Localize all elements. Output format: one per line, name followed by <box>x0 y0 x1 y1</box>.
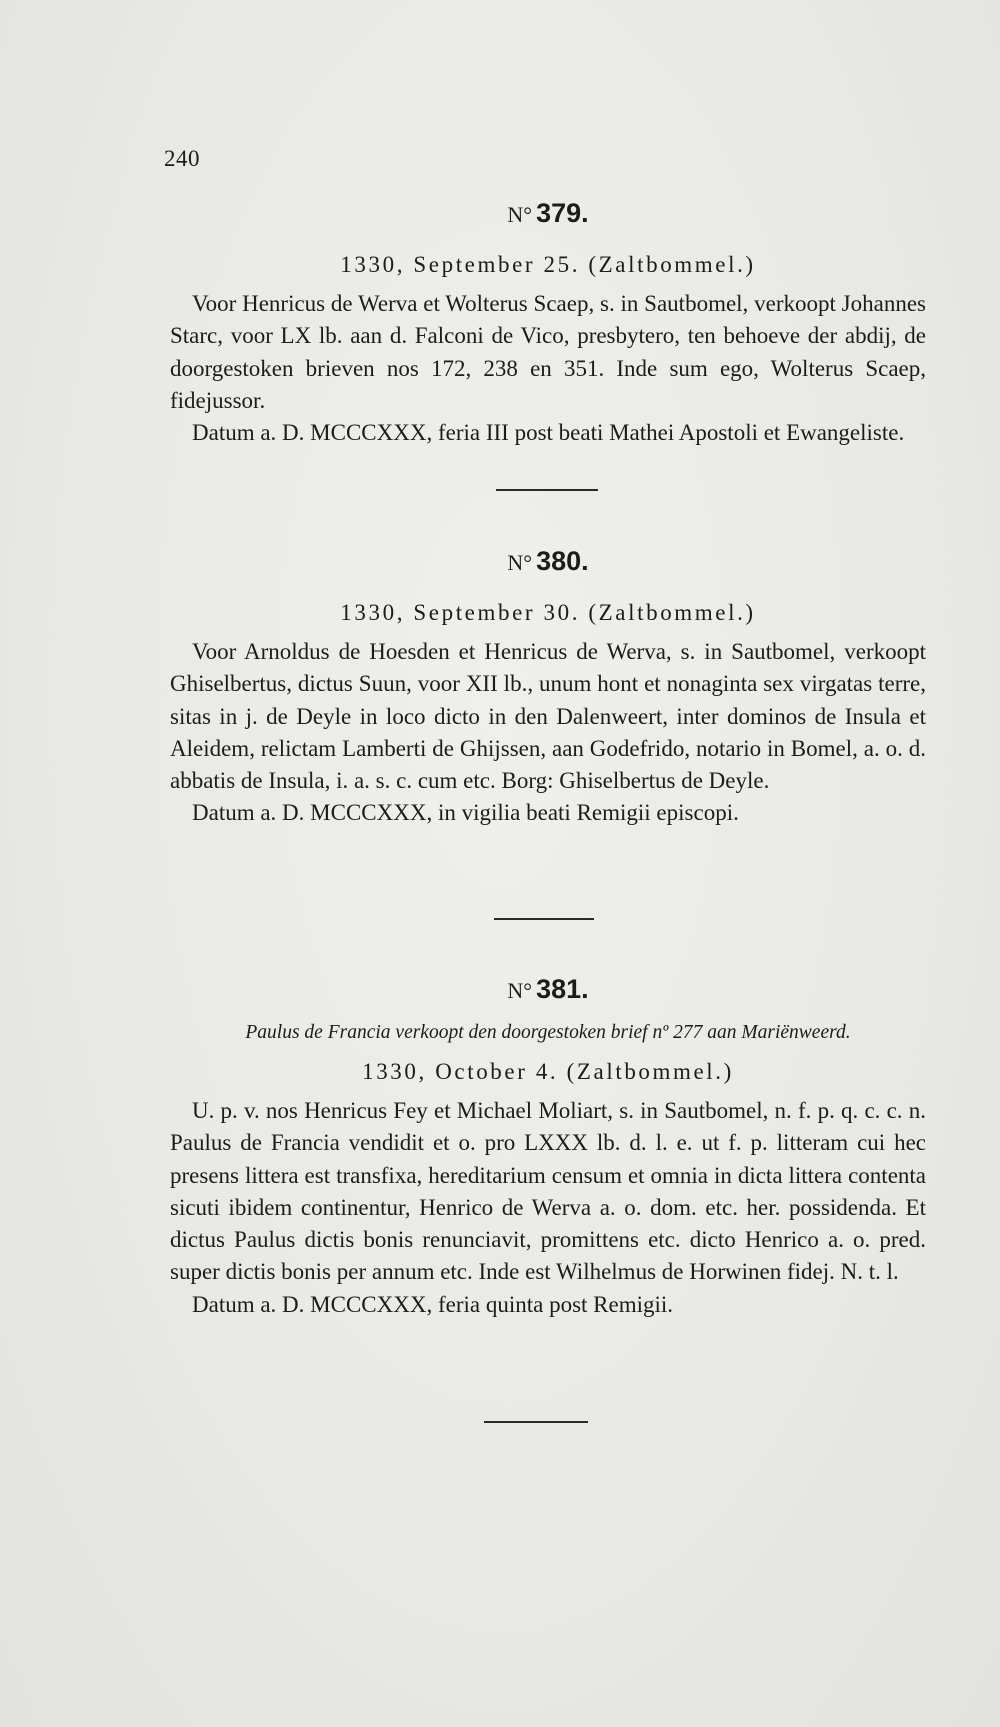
entry-heading <box>170 548 926 575</box>
entry-381 <box>170 976 926 1321</box>
entry-paragraph: U. p. v. nos Henricus Fey et Michael Moliart, s. in Sautbomel, n. f. p. q. c. c. n. Paulus de Francia vendidit et o. pro LXXX lb. d. l. e. ut f. p. litteram cui hec presens littera est transfixa, hereditarium censum et omnia in dicta littera contenta sicuti ibidem continentur, Henrico de Werva a. o. dom. etc. her. possidenda. Et dictus Paulus dictis bonis renunciavit, promittens etc. dicto Henrico a. o. pred. super dictis bonis per annum etc. Inde est Wilhelmus de Horwinen fidej. N. t. l. <box>170 1098 926 1285</box>
entry-date: 1330, October 4. (Zaltbommel.) <box>362 1059 734 1084</box>
entry-379 <box>170 200 926 449</box>
entry-summary: Paulus de Francia verkoopt den doorgestoken brief nº 277 aan Mariënweerd. <box>245 1022 851 1043</box>
entry-number: 381. <box>536 974 589 1004</box>
section-divider <box>496 489 598 491</box>
entry-date: 1330, September 30. (Zaltbommel.) <box>340 600 756 625</box>
section-divider <box>484 1421 588 1423</box>
entry-heading <box>170 976 926 1003</box>
entry-paragraph: Voor Arnoldus de Hoesden et Henricus de Werva, s. in Sautbomel, verkoopt Ghiselbertus, dictus Suun, voor XII lb., unum hont et nonaginta sex virgatas terre, sitas in j. de Deyle in loco dicto in den Dalenweert, inter dominos de Insula et Aleidem, relictam Lamberti de Ghijssen, aan Godefrido, notario in Bomel, a. o. d. abbatis de Insula, i. a. s. c. cum etc. Borg: Ghiselbertus de Deyle. <box>170 639 926 794</box>
entry-body <box>170 636 926 830</box>
entry-380 <box>170 548 926 830</box>
entry-body <box>170 1095 926 1321</box>
page-number: 240 <box>164 146 200 171</box>
entry-number: 379. <box>536 198 589 228</box>
entry-number: 380. <box>536 546 589 576</box>
number-label: N° <box>507 550 533 575</box>
entry-dating-clause: Datum a. D. MCCCXXX, feria quinta post Remigii. <box>192 1291 674 1317</box>
entry-dating-clause: Datum a. D. MCCCXXX, in vigilia beati Remigii episcopi. <box>192 800 739 826</box>
section-divider <box>494 918 594 920</box>
entry-paragraph: Voor Henricus de Werva et Wolterus Scaep, s. in Sautbomel, verkoopt Johannes Starc, voor LX lb. aan d. Falconi de Vico, presbytero, ten behoeve der abdij, de doorgestoken brieven nos 172, 238 en 351. Inde sum ego, Wolterus Scaep, fidejussor. <box>170 291 926 413</box>
entry-heading <box>170 200 926 227</box>
number-label: N° <box>507 978 533 1003</box>
entry-date: 1330, September 25. (Zaltbommel.) <box>340 252 756 277</box>
number-label: N° <box>507 202 533 227</box>
entry-dating-clause: Datum a. D. MCCCXXX, feria III post beati Mathei Apostoli et Ewangeliste. <box>192 420 905 446</box>
entry-body <box>170 288 926 449</box>
